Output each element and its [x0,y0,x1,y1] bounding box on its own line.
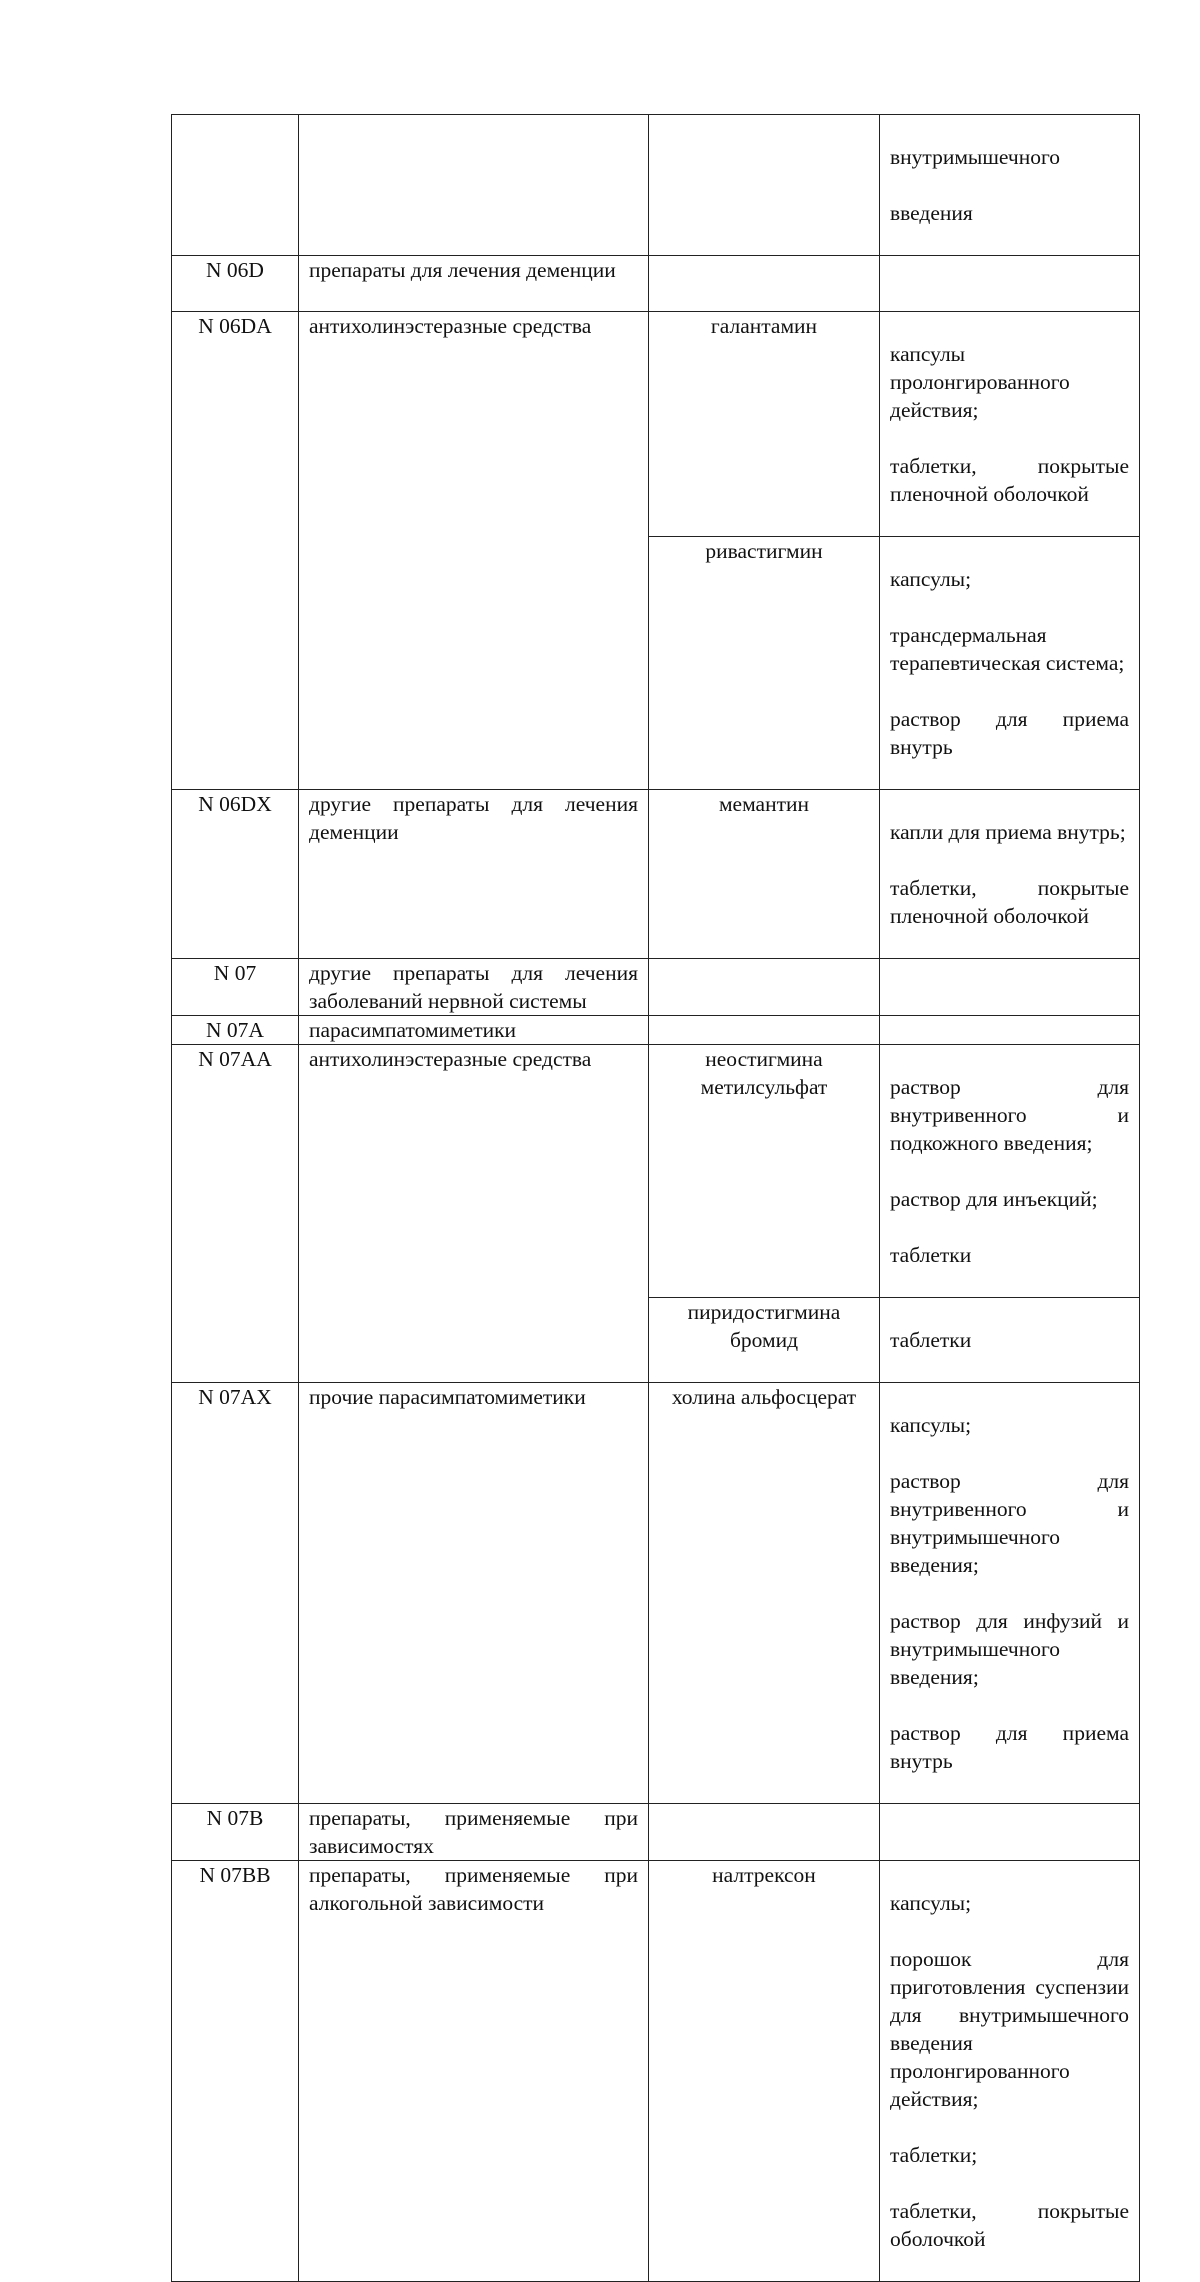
group-name: прочие парасимпатомиметики [299,1383,649,1804]
dosage-form-line: капсулы; [890,567,972,591]
dosage-form-line: таблетки [890,1328,972,1352]
dosage-forms [880,115,1140,256]
dosage-form-line: таблетки, покрытые пленочной оболочкой [890,454,1129,506]
group-name: антихолинэстеразные средства [299,1045,649,1383]
atc-code: N 07AX [172,1383,299,1804]
dosage-form-line: капсулы; [890,1891,972,1915]
group-name: препараты для лечения деменции [299,256,649,312]
drug-name [649,115,880,256]
dosage-forms [880,537,1140,790]
drug-name: неостигмина метилсульфат [649,1045,880,1298]
group-name: препараты, применяемые при зависимостях [299,1804,649,1861]
dosage-forms [880,1045,1140,1298]
dosage-forms [880,1016,1140,1045]
atc-code: N 06DX [172,790,299,959]
dosage-forms [880,312,1140,537]
table-row [172,115,1140,256]
atc-code: N 07 [172,959,299,1016]
drug-name: ривастигмин [649,537,880,790]
dosage-form-line: раствор для инфузий и внутримышечного введения; [890,1609,1129,1689]
group-name [299,115,649,256]
dosage-form-line: раствор для инъекций; [890,1187,1098,1211]
dosage-form-line: капсулы; [890,1413,972,1437]
dosage-form-line: раствор для внутривенного и внутримышечного введения; [890,1469,1129,1577]
group-name: антихолинэстеразные средства [299,312,649,790]
dosage-form-line: таблетки, покрытые оболочкой [890,2199,1129,2251]
dosage-form-line: таблетки [890,1243,972,1267]
table-row [172,959,1140,1016]
table-row [172,312,1140,537]
dosage-forms [880,1383,1140,1804]
atc-code: N 07B [172,1804,299,1861]
atc-code: N 06DA [172,312,299,790]
atc-code: N 07A [172,1016,299,1045]
table-row [172,1804,1140,1861]
dosage-forms [880,1861,1140,2282]
drug-name: холина альфосцерат [649,1383,880,1804]
drug-name [649,1016,880,1045]
atc-code: N 07BB [172,1861,299,2282]
table-row [172,1383,1140,1804]
table-row [172,1861,1140,2282]
group-name: парасимпатомиметики [299,1016,649,1045]
dosage-form-line: введения [890,201,973,225]
dosage-form-line: таблетки, покрытые пленочной оболочкой [890,876,1129,928]
dosage-form-line: раствор для приема внутрь [890,1721,1129,1773]
drug-name: галантамин [649,312,880,537]
dosage-forms [880,790,1140,959]
dosage-forms [880,1298,1140,1383]
table-row [172,256,1140,312]
group-name: другие препараты для лечения деменции [299,790,649,959]
dosage-forms [880,959,1140,1016]
atc-code: N 06D [172,256,299,312]
drug-table [171,114,1140,2282]
drug-name: налтрексон [649,1861,880,2282]
table-row [172,1016,1140,1045]
dosage-forms [880,1804,1140,1861]
drug-name [649,1804,880,1861]
group-name: препараты, применяемые при алкогольной зависимости [299,1861,649,2282]
drug-name: пиридостигмина бромид [649,1298,880,1383]
atc-code [172,115,299,256]
dosage-form-line: таблетки; [890,2143,978,2167]
drug-name [649,256,880,312]
table-row [172,790,1140,959]
dosage-form-line: капсулы пролонгированного действия; [890,342,1070,422]
table-row [172,1045,1140,1298]
dosage-form-line: внутримышечного [890,145,1061,169]
dosage-form-line: порошок для приготовления суспензии для внутримышечного введения пролонгированного действия; [890,1947,1129,2111]
dosage-form-line: раствор для приема внутрь [890,707,1129,759]
dosage-form-line: раствор для внутривенного и подкожного введения; [890,1075,1129,1155]
drug-name: мемантин [649,790,880,959]
dosage-form-line: трансдермальная терапевтическая система; [890,623,1125,675]
group-name: другие препараты для лечения заболеваний нервной системы [299,959,649,1016]
dosage-form-line: капли для приема внутрь; [890,820,1126,844]
dosage-forms [880,256,1140,312]
atc-code: N 07AA [172,1045,299,1383]
drug-name [649,959,880,1016]
